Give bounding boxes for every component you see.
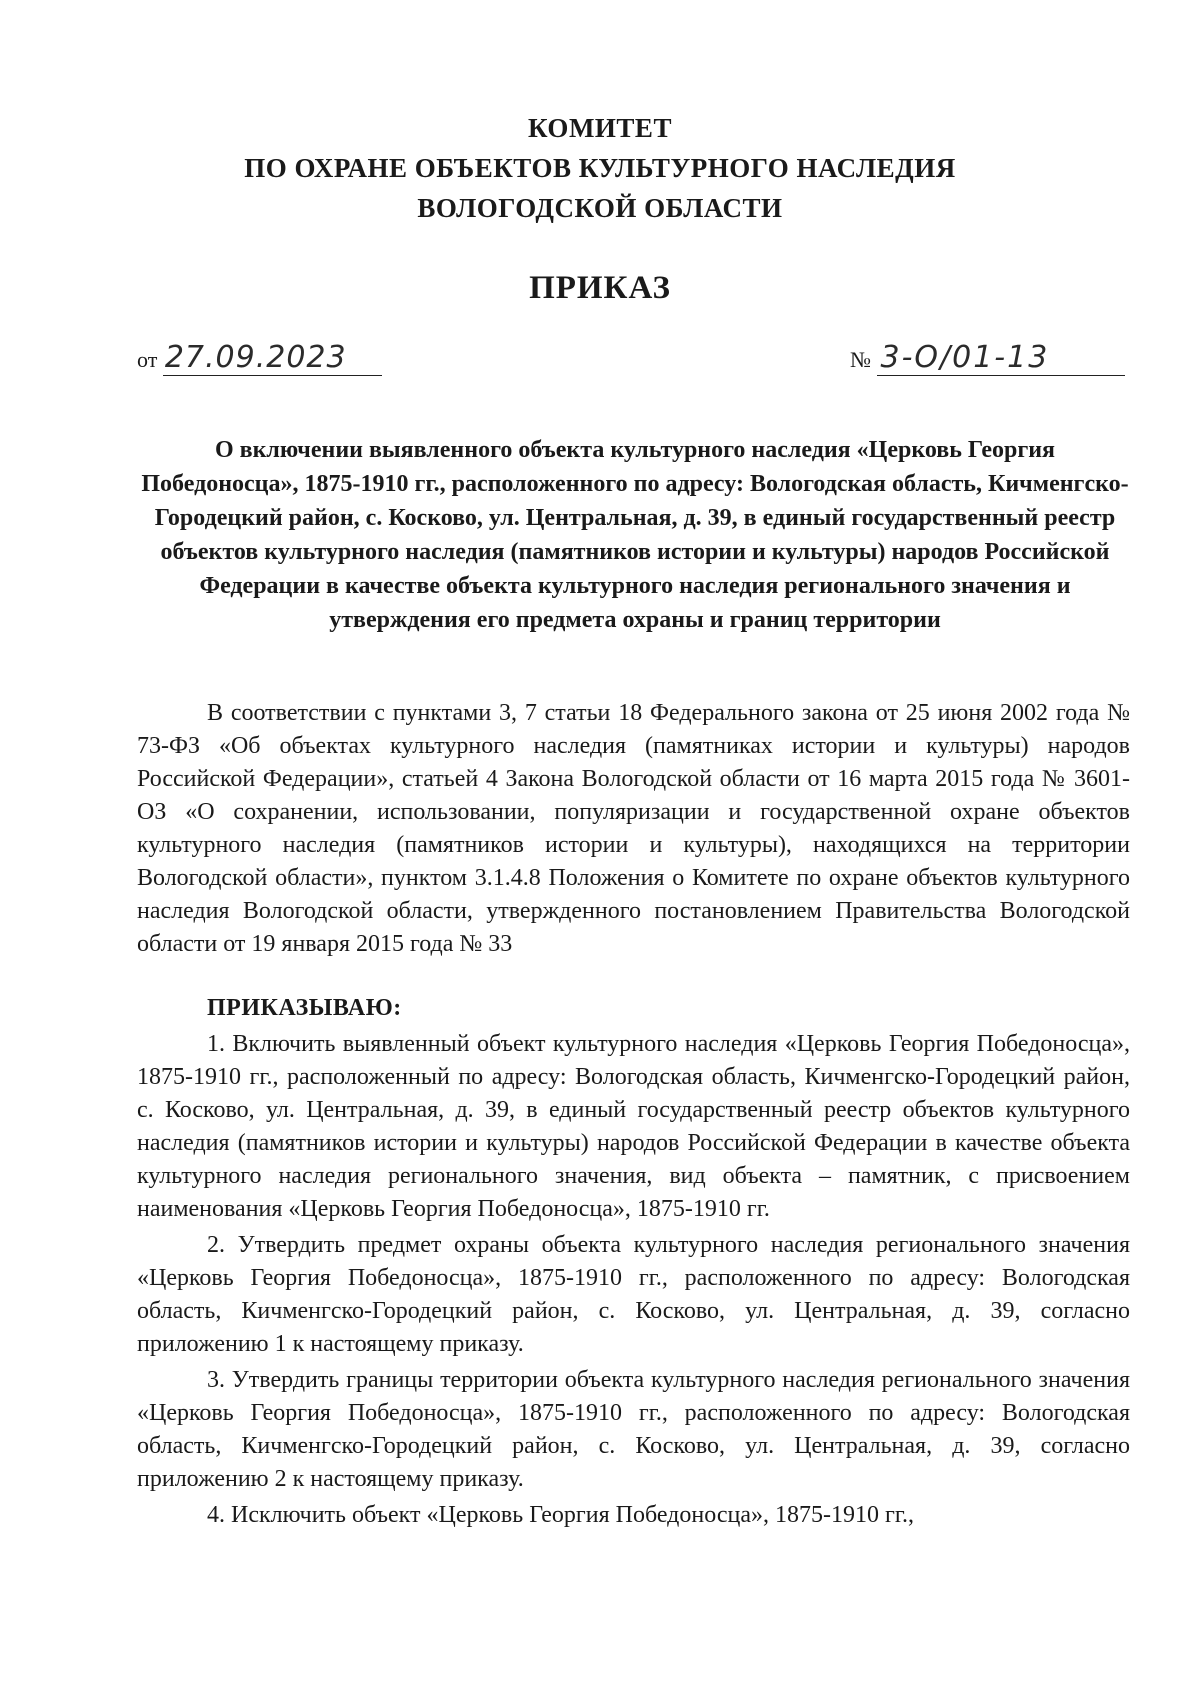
order-title: ПРИКАЗ bbox=[529, 270, 671, 306]
order-items bbox=[137, 1028, 1130, 1535]
date-prefix: от bbox=[137, 347, 158, 372]
order-item: 2. Утвердить предмет охраны объекта культурного наследия регионального значения «Церковь Георгия Победоносца», 1875-1910 гг., расположенного по адресу: Вологодская область, Кичменгско-Городецкий район, с. Косково, ул. Центральная, д. 39, согласно приложению 1 к настоящему приказу. bbox=[137, 1232, 1130, 1357]
order-item: 4. Исключить объект «Церковь Георгия Победоносца», 1875-1910 гг., bbox=[207, 1502, 914, 1528]
order-item: 1. Включить выявленный объект культурного наследия «Церковь Георгия Победоносца», 1875-1910 гг., расположенный по адресу: Вологодская область, Кичменгско-Городецкий район, с. Косково, ул. Центральная, д. 39, в единый государственный реестр объектов культурного наследия (памятников истории и культуры) народов Российской Федерации в качестве объекта культурного наследия регионального значения, вид объекта – памятник, с присвоением наименования «Церковь Георгия Победоносца», 1875-1910 гг. bbox=[137, 1031, 1130, 1222]
order-subject: О включении выявленного объекта культурного наследия «Церковь Георгия Победоносца», 1875-1910 гг., расположенного по адресу: Вологодская область, Кичменгско-Городецкий район, с. Косково, ул. Центральная, д. 39, в единый государственный реестр объектов культурного наследия (памятников истории и культуры) народов Российской Федерации в качестве объекта культурного наследия регионального значения и утверждения его предмета охраны и границ территории bbox=[141, 437, 1129, 633]
date-handwritten: 27.09.2023 bbox=[163, 340, 382, 376]
number-prefix: № bbox=[850, 347, 871, 372]
issuer-line-3: ВОЛОГОДСКОЙ ОБЛАСТИ bbox=[417, 193, 783, 223]
order-date bbox=[137, 340, 382, 376]
issuer-line-1: КОМИТЕТ bbox=[528, 113, 672, 143]
prikazyvayu-heading: ПРИКАЗЫВАЮ: bbox=[207, 995, 402, 1021]
number-handwritten: 3-О/01-13 bbox=[877, 340, 1125, 376]
issuer-header bbox=[0, 108, 1200, 228]
order-number bbox=[850, 340, 1125, 376]
preamble-paragraph: В соответствии с пунктами 3, 7 статьи 18 Федерального закона от 25 июня 2002 года № 73-ФЗ «Об объектах культурного наследия (памятниках истории и культуры) народов Российской Федерации», статьей 4 Закона Вологодской области от 16 марта 2015 года № 3601-ОЗ «О сохранении, использовании, популяризации и государственной охране объектов культурного наследия (памятников истории и культуры), находящихся на территории Вологодской области», пунктом 3.1.4.8 Положения о Комитете по охране объектов культурного наследия Вологодской области, утвержденного постановлением Правительства Вологодской области от 19 января 2015 года № 33 bbox=[137, 700, 1130, 957]
order-item: 3. Утвердить границы территории объекта культурного наследия регионального значения «Церковь Георгия Победоносца», 1875-1910 гг., расположенного по адресу: Вологодская область, Кичменгско-Городецкий район, с. Косково, ул. Центральная, д. 39, согласно приложению 2 к настоящему приказу. bbox=[137, 1367, 1130, 1492]
issuer-line-2: ПО ОХРАНЕ ОБЪЕКТОВ КУЛЬТУРНОГО НАСЛЕДИЯ bbox=[244, 153, 956, 183]
